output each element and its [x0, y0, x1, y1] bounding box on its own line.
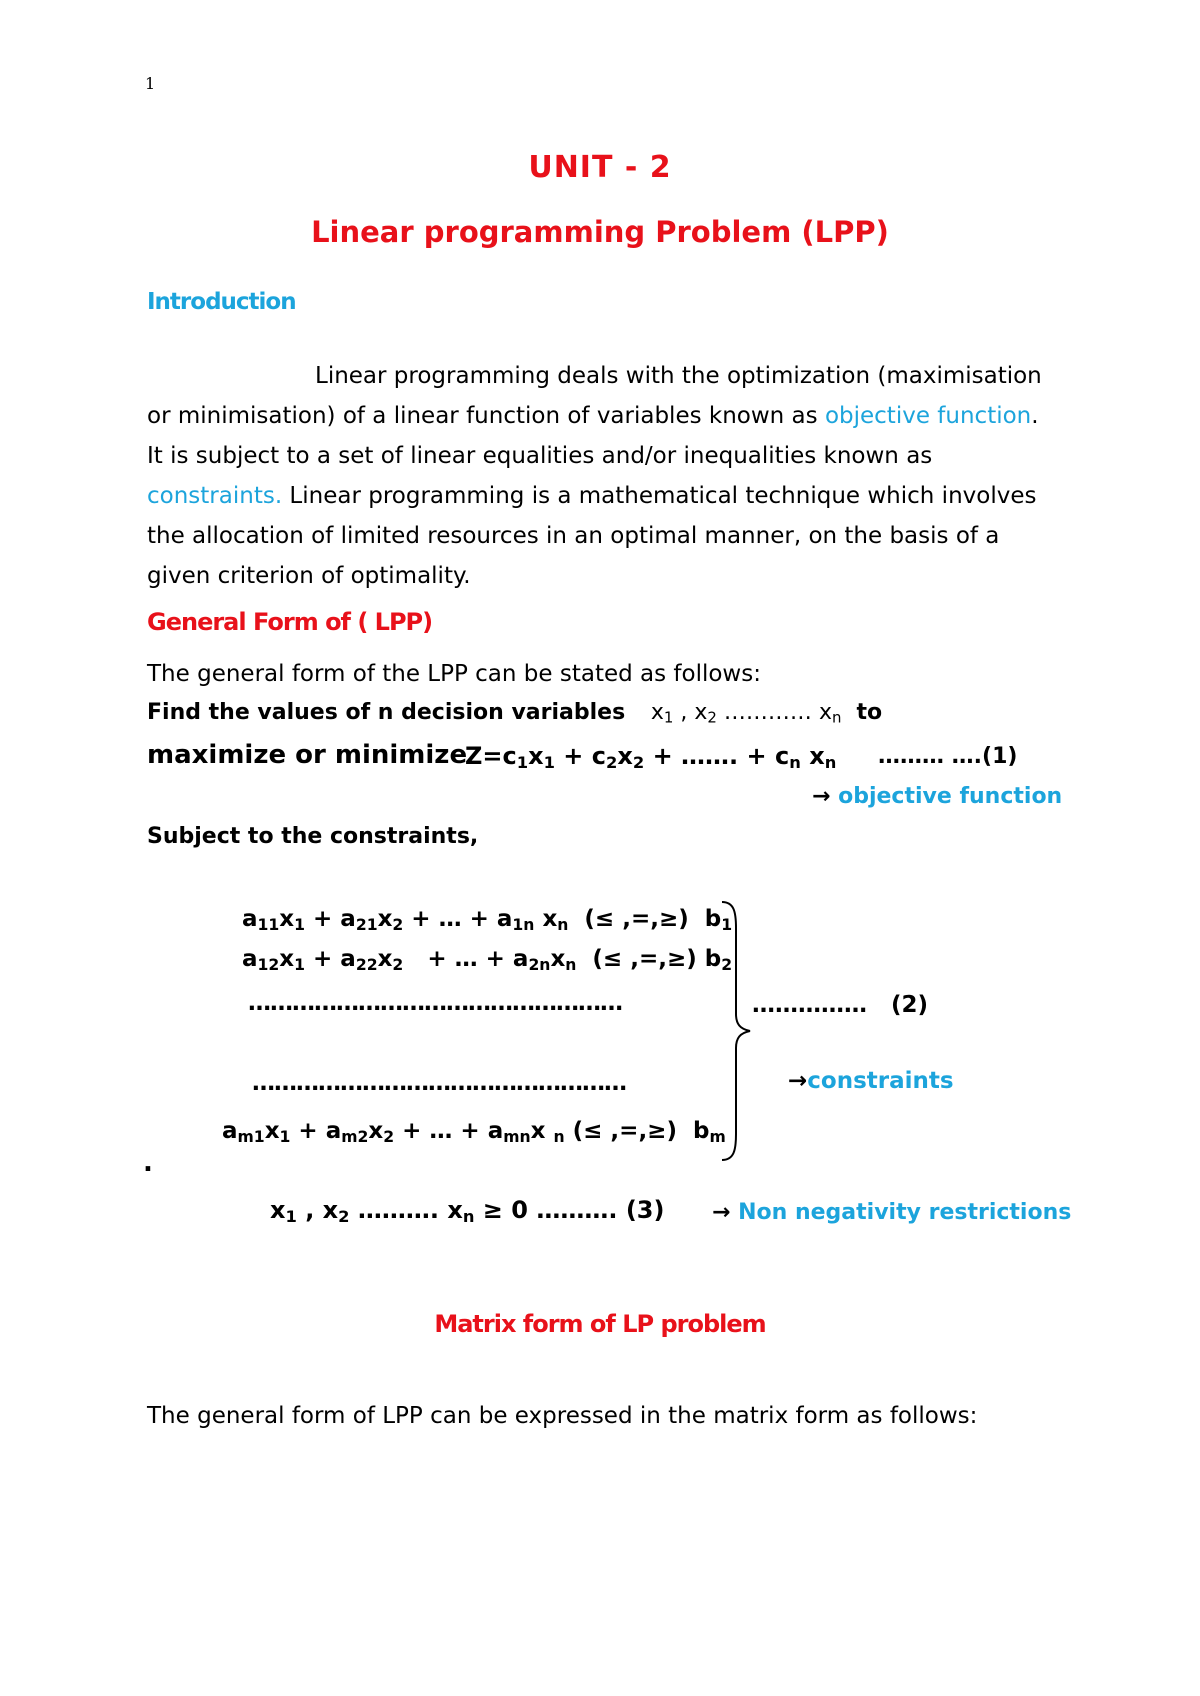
to-word: to	[856, 700, 883, 725]
constraint-dots-1: ……………………………………………	[248, 990, 622, 1016]
bullet-dot: .	[143, 1148, 153, 1178]
term-constraints: constraints.	[147, 483, 283, 509]
section-heading-introduction: Introduction	[147, 289, 296, 315]
main-title: Linear programming Problem (LPP)	[311, 215, 889, 249]
intro-line-6: given criterion of optimality.	[147, 563, 471, 589]
term-objective-function: objective function	[824, 403, 1032, 429]
intro-line-4-text: Linear programming is a mathematical technique which involves	[282, 483, 1037, 509]
objective-note-text: objective function	[838, 784, 1063, 809]
unit-title: UNIT - 2	[528, 150, 672, 185]
objective-expression: $Z=c_1x_1 + c_2x_2$ + ……. + $c_n$ $x_n$	[465, 742, 837, 773]
matrix-form-text: The general form of LPP can be expressed in the matrix form as follows:	[147, 1403, 978, 1429]
general-form-intro: The general form of the LPP can be stated as follows:	[147, 661, 761, 687]
constraint-row-2: $a_{12}x_1 + a_{22}x_2$ + … + $a_{2n}x_n$ (≤ ,=,≥) $b_2$	[242, 946, 733, 974]
page-number: 1	[145, 74, 156, 93]
nonnegativity-line: $x_1$ , $x_2$ ………. $x_n \ge 0$ ………. (3)	[270, 1196, 665, 1227]
intro-line-1: Linear programming deals with the optimization (maximisation	[315, 363, 1042, 389]
subject-to-line: Subject to the constraints,	[147, 824, 479, 849]
intro-line-2-text: or minimisation) of a linear function of variables known as	[147, 403, 825, 429]
objective-line	[147, 740, 467, 770]
constraints-note-text: constraints	[807, 1068, 954, 1094]
nonnegativity-note	[712, 1200, 1071, 1225]
right-brace-icon	[720, 898, 760, 1164]
nonnegativity-note-text: Non negativity restrictions	[738, 1200, 1072, 1225]
section-heading-general-form: General Form of ( LPP)	[147, 608, 433, 636]
constraint-ref: …………… (2)	[752, 992, 929, 1018]
arrow-icon: →	[812, 784, 831, 809]
maximize-label: maximize or minimize	[147, 740, 468, 770]
constraint-dots-2: ……………………………………………	[252, 1070, 626, 1096]
constraint-row-1: $a_{11}x_1 + a_{21}x_2$ + … + $a_{1n}$ $x_n$ (≤ ,=,≥) $b_1$	[242, 906, 733, 934]
constraint-row-m: $a_{m1}x_1 + a_{m2}x_2$ + … + $a_{mn}x$ $_n$ (≤ ,=,≥) $b_m$	[222, 1118, 726, 1146]
term-period: .	[1031, 403, 1039, 429]
arrow-icon: →	[712, 1200, 731, 1225]
arrow-icon: →	[788, 1068, 808, 1094]
constraints-note	[788, 1068, 954, 1094]
find-values-line	[147, 700, 882, 725]
objective-note	[812, 784, 1062, 809]
decision-vars: $x_1$ , $x_2$ ………… $x_n$	[650, 700, 842, 727]
find-text: Find the values of n decision variables	[147, 700, 626, 725]
intro-line-2	[147, 396, 1039, 436]
objective-ref: ……… ….(1)	[878, 744, 1018, 769]
section-heading-matrix-form: Matrix form of LP problem	[434, 1310, 766, 1338]
intro-line-4	[147, 476, 1036, 516]
intro-line-3: It is subject to a set of linear equalities and/or inequalities known as	[147, 443, 933, 469]
intro-line-5: the allocation of limited resources in an optimal manner, on the basis of a	[147, 523, 1000, 549]
